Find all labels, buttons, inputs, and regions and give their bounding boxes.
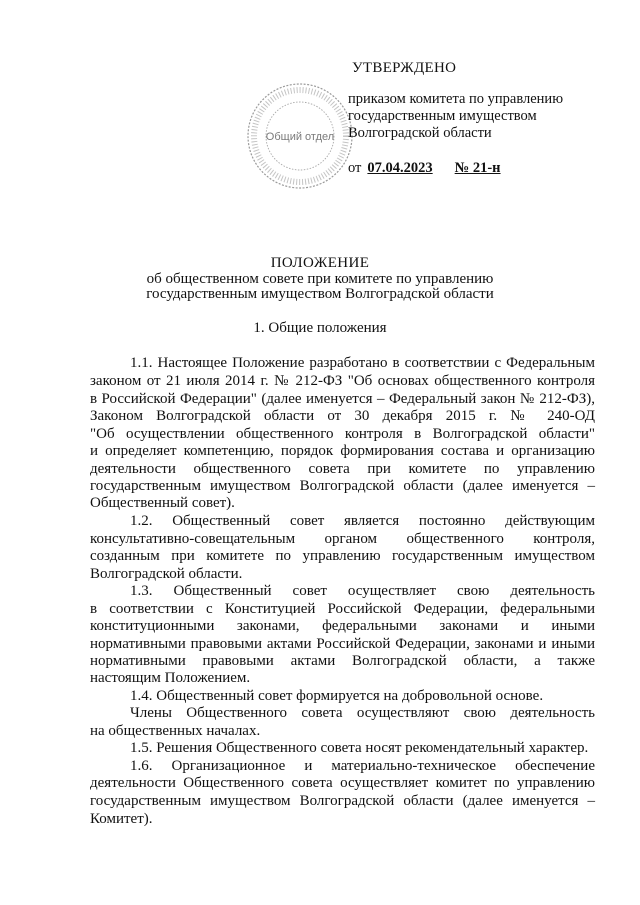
body-text-line: 1.6. Организационное и материально-техническое обеспечение [130, 758, 595, 774]
approval-order-line: приказом комитета по управлению [348, 91, 564, 107]
approval-order-line: Волгоградской области [348, 125, 492, 141]
body-text-line: нормативными правовыми актами Российской Федерации, законами и иными [90, 636, 595, 652]
body-text-line: конституционными законами, федеральными законами и иными [90, 618, 595, 634]
date-prefix: от [348, 160, 362, 176]
body-text-line: государственным имуществом Волгоградской области (далее именуется – [90, 793, 595, 809]
body-text-line: Общественный совет). [90, 495, 235, 511]
document-subtitle: об общественном совете при комитете по управлению [146, 271, 494, 287]
body-text-line: 1.3. Общественный совет осуществляет свою деятельность [130, 583, 595, 599]
body-text-line: в Российской Федерации" (далее именуется – Федеральный закон № 212-ФЗ), [90, 391, 595, 407]
document-subtitle: государственным имуществом Волгоградской области [146, 286, 494, 302]
stamp-seal [244, 80, 356, 192]
approval-date-line [348, 160, 501, 177]
body-text-line: Волгоградской области. [90, 566, 243, 582]
body-text-line: государственным имуществом Волгоградской области (далее именуется – [90, 478, 595, 494]
body-text-line: и определяет компетенцию, порядок формирования состава и организацию [90, 443, 595, 459]
body-text-line: консультативно-совещательным органом общественного контроля, [90, 531, 595, 547]
body-text-line: Члены Общественного совета осуществляют свою деятельность [130, 705, 595, 721]
body-text-line: деятельности Общественного совета осуществляет комитет по управлению [90, 775, 595, 791]
approval-order-line: государственным имуществом [348, 108, 537, 124]
body-text-line: на общественных началах. [90, 723, 261, 739]
body-text-line: Законом Волгоградской области от 30 декабря 2015 г. № 240-ОД [90, 408, 595, 424]
order-number: № 21-н [454, 160, 501, 176]
body-text-line: "Об осуществлении общественного контроля в Волгоградской области" [90, 426, 595, 442]
body-text-line: нормативными правовыми актами Волгоградской области, а также [90, 653, 595, 669]
body-text-line: в соответствии с Конституцией Российской Федерации, федеральными [90, 601, 595, 617]
body-text-line: деятельности общественного совета при комитете по управлению [90, 461, 595, 477]
body-text-line: 1.4. Общественный совет формируется на добровольной основе. [130, 688, 544, 704]
body-text-line: настоящим Положением. [90, 670, 251, 686]
body-text-line: 1.2. Общественный совет является постоянно действующим [130, 513, 595, 529]
stamp-text: Общий отдел [265, 131, 335, 143]
approved-heading: УТВЕРЖДЕНО [352, 60, 457, 76]
order-date: 07.04.2023 [367, 160, 433, 176]
body-text-line: законом от 21 июля 2014 г. № 212-ФЗ "Об основах общественного контроля [90, 373, 595, 389]
document-title: ПОЛОЖЕНИЕ [270, 255, 370, 271]
body-text-line: созданным при комитете по управлению государственным имуществом [90, 548, 595, 564]
body-text-line: 1.1. Настоящее Положение разработано в соответствии с Федеральным [130, 355, 595, 371]
body-text-line: 1.5. Решения Общественного совета носят рекомендательный характер. [130, 740, 589, 756]
body-text-line: Комитет). [90, 811, 153, 827]
section-title: 1. Общие положения [253, 320, 387, 336]
